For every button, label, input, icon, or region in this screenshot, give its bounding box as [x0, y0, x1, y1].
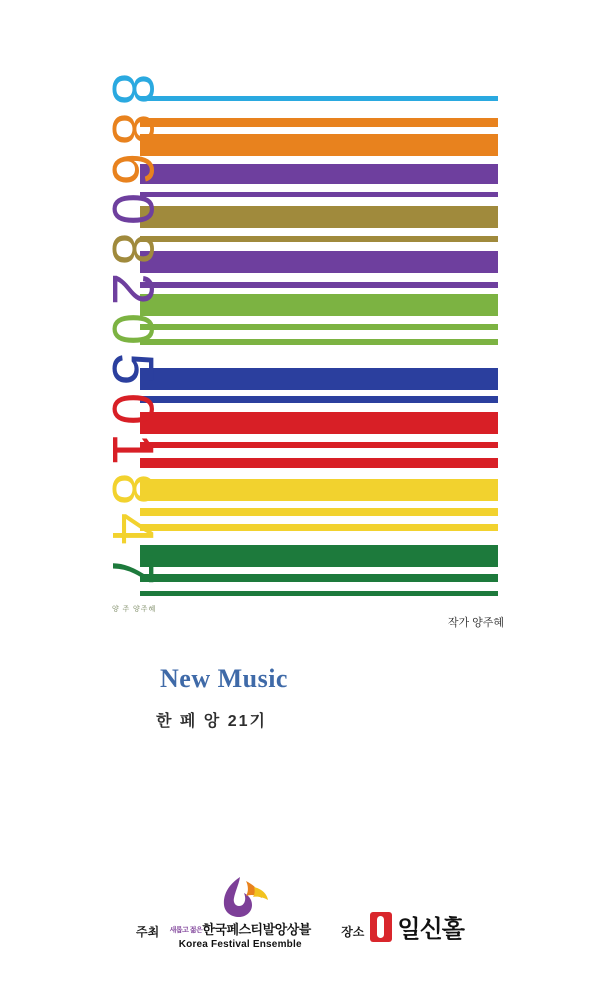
barcode-digit: 0 [100, 192, 165, 226]
barcode-bar [140, 282, 498, 288]
host-name-kr-tiny: 새롭고 젊은 [169, 927, 203, 934]
title-block [0, 664, 600, 731]
barcode-bar [140, 192, 498, 197]
page-title: New Music [160, 664, 288, 693]
footer [0, 840, 600, 950]
barcode-bar [140, 412, 498, 434]
barcode-digit: 4 [100, 512, 165, 546]
ilshin-mark-icon [370, 912, 392, 942]
barcode-digit: 1 [100, 432, 165, 466]
artist-credit: 작가 양주혜 [447, 617, 504, 629]
barcode-bar [140, 368, 498, 390]
artwork-signature: 양 주 양주혜 [112, 605, 157, 613]
venue-name: 일신홀 [397, 916, 464, 943]
barcode-digit: 8 [100, 232, 165, 266]
host-label: 주최 [136, 925, 160, 939]
barcode-bar [140, 545, 498, 567]
barcode-digits [100, 60, 165, 590]
barcode-bar [140, 458, 498, 468]
barcode-bar [140, 236, 498, 242]
barcode-digit: 8 [100, 72, 165, 106]
barcode-bar [140, 164, 498, 184]
barcode-bar [140, 591, 498, 596]
barcode-bar [140, 339, 498, 345]
barcode-bar [140, 479, 498, 501]
host-name-en: Korea Festival Ensemble [178, 939, 302, 950]
barcode-digit: 8 [100, 112, 165, 146]
barcode-digit: 7 [100, 552, 165, 586]
flame-icon [165, 875, 315, 919]
barcode-digit: 8 [100, 472, 165, 506]
barcode-digit: 0 [100, 392, 165, 426]
barcode-digit: 2 [100, 272, 165, 306]
venue-logo [370, 909, 464, 950]
host-name-kr-main: 한국페스티발앙상블 [202, 922, 311, 937]
barcode-digit: 0 [100, 312, 165, 346]
host-name-kr [165, 919, 315, 938]
barcode-bar [140, 294, 498, 316]
kfe-logo [165, 875, 315, 950]
barcode-bar [140, 206, 498, 228]
barcode-bar [140, 251, 498, 273]
barcode-bar [140, 574, 498, 582]
host-block [136, 875, 315, 950]
barcode-bar [140, 118, 498, 127]
venue-block [341, 909, 464, 950]
barcode-bar [140, 442, 498, 448]
barcode-bar [140, 396, 498, 403]
barcode-bar [140, 524, 498, 531]
barcode-bar [140, 134, 498, 156]
venue-label: 장소 [341, 925, 365, 939]
barcode-digit: 6 [100, 152, 165, 186]
barcode-bar [140, 508, 498, 516]
page-subtitle: 한 페 앙 21기 [156, 713, 267, 730]
barcode-bar [140, 324, 498, 330]
barcode-bars [140, 96, 498, 576]
barcode-bar [140, 96, 498, 101]
barcode-digit: 5 [100, 352, 165, 386]
